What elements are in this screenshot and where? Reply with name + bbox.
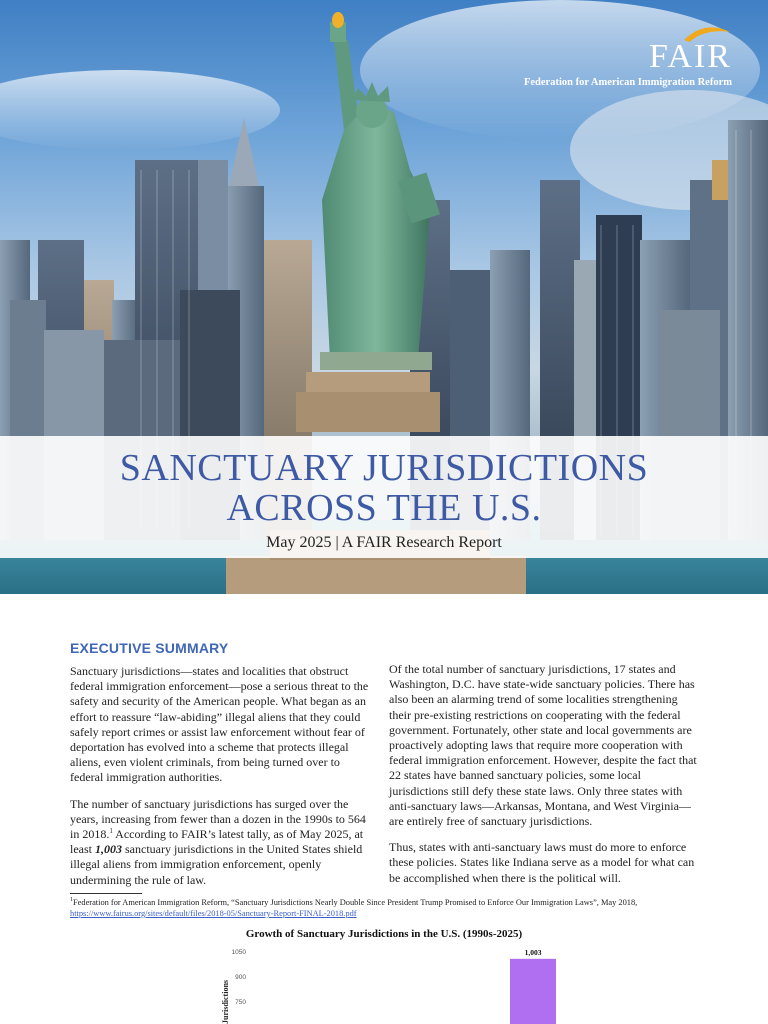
y-tick-label: 1050 bbox=[231, 949, 246, 956]
right-column bbox=[389, 662, 699, 897]
footnote-reference[interactable]: 1 bbox=[109, 827, 113, 836]
logo-organization-name: Federation for American Immigration Reform bbox=[523, 77, 732, 88]
footnote bbox=[70, 897, 700, 919]
footnote-divider bbox=[70, 893, 142, 894]
paragraph-growth bbox=[70, 797, 372, 888]
y-tick-label: 900 bbox=[235, 974, 246, 981]
left-column bbox=[70, 664, 372, 899]
bar-2025 bbox=[510, 959, 556, 1024]
bar-value-label: 1,003 bbox=[524, 947, 542, 957]
paragraph-enforcement: Thus, states with anti-sanctuary laws must do more to enforce these policies. States like Indiana serve as a model for what can be accomplished when there is the political will. bbox=[389, 840, 695, 885]
bars bbox=[510, 948, 556, 1024]
fair-logo bbox=[524, 26, 732, 88]
report-title-line-2: ACROSS THE U.S. bbox=[226, 487, 542, 529]
flag-swoosh-icon bbox=[680, 22, 732, 42]
paragraph-intro: Sanctuary jurisdictions—states and localities that obstruct federal immigration enforcement—pose a serious threat to the safety and security of the American people. What began as an effort to reassure “law-abiding” illegal aliens that they could safely report crimes or assist law enforcement without fear of deportation has evolved into a scheme that protects illegal aliens, even violent criminals, from being turned over to federal immigration authorities. bbox=[70, 664, 369, 785]
footnote-number: 1 bbox=[70, 897, 73, 904]
logo-wordmark: FAIR bbox=[649, 38, 732, 75]
growth-text-b: According to FAIR’s latest tally, as of May 2025, at least bbox=[70, 827, 364, 857]
title-band bbox=[0, 436, 768, 558]
report-subtitle: May 2025 | A FAIR Research Report bbox=[266, 534, 502, 551]
y-tick-label: 750 bbox=[235, 999, 246, 1006]
paragraph-state-policies: Of the total number of sanctuary jurisdictions, 17 states and Washington, D.C. have state-wide sanctuary policies. There has also been an alarming trend of some localities strengthening their pre-existing restrictions on cooperating with the federal government. Fortunately, other state and local governments are proactively adopting laws that require more cooperation with federal immigration enforcement. However, despite the fact that 22 states have banned sanctuary policies, some local jurisdictions still defy these state laws. Only three states with anti-sanctuary laws—Arkansas, Montana, and West Virginia—are entirely free of sanctuary jurisdictions. bbox=[389, 662, 697, 829]
footnote-link[interactable]: https://www.fairus.org/sites/default/files/2018-05/Sanctuary-Report-FINAL-2018.pdf bbox=[70, 909, 357, 918]
y-axis-label: Jurisdictions bbox=[221, 979, 230, 1024]
chart-title: Growth of Sanctuary Jurisdictions in the U.S. (1990s-2025) bbox=[245, 928, 523, 940]
y-axis-ticks bbox=[232, 949, 247, 1006]
report-title-line-1: SANCTUARY JURISDICTIONS bbox=[119, 447, 649, 489]
footnote-text: Federation for American Immigration Reform, “Sanctuary Jurisdictions Nearly Double Since President Trump Promised to Enforce Our Immigration Laws”, May 2018, bbox=[73, 898, 638, 907]
executive-summary-heading: EXECUTIVE SUMMARY bbox=[70, 640, 229, 656]
growth-text-c: sanctuary jurisdictions in the United States shield illegal aliens from immigration enforcement, openly undermining the rule of law. bbox=[70, 842, 363, 887]
growth-bar-chart bbox=[0, 940, 768, 1024]
jurisdiction-count: 1,003 bbox=[95, 842, 122, 857]
growth-text-a: The number of sanctuary jurisdictions has surged over the years, increasing from fewer than a dozen in the 1990s to 564 in 2018. bbox=[70, 796, 366, 842]
